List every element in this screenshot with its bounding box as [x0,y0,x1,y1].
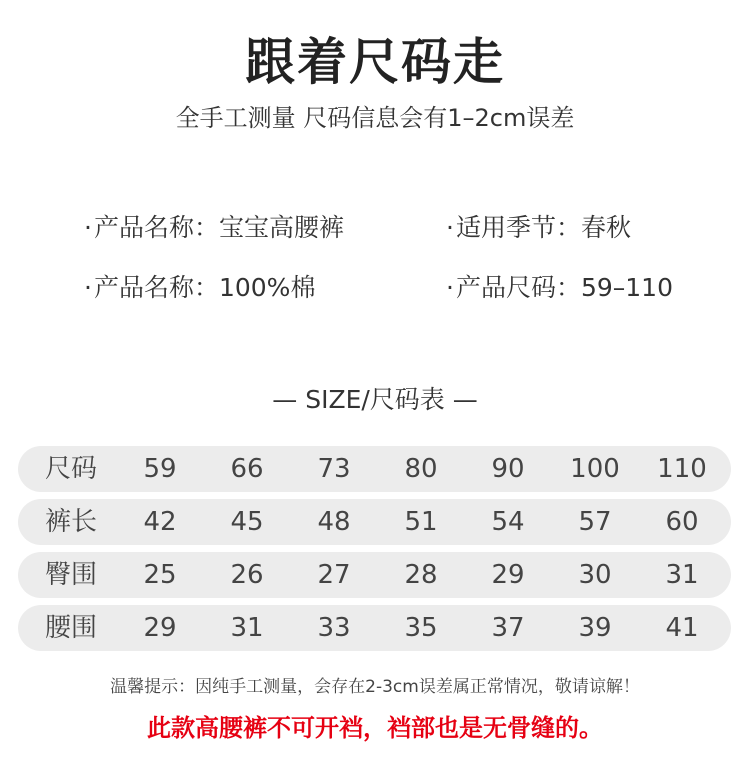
table-cell: 54 [491,507,525,537]
info-material [84,268,315,304]
row-label: 裤长 [45,507,98,537]
table-cell: 33 [317,613,351,643]
bullet-dot: · [84,213,92,242]
table-cell: 73 [317,454,351,484]
table-cell: 37 [491,613,525,643]
info-label: 产品尺码： [455,273,581,302]
table-cell: 60 [665,507,699,537]
table-cell: 30 [578,560,612,590]
table-cell: 27 [317,560,351,590]
table-row [18,605,731,651]
table-cell: 28 [404,560,438,590]
page-title: 跟着尺码走 [245,33,505,91]
table-cell: 59 [143,454,177,484]
table-cell: 45 [230,507,264,537]
info-label: 产品名称： [93,273,219,302]
table-cell: 41 [665,613,699,643]
info-label: 产品名称： [93,213,219,242]
info-season [446,208,631,244]
warning-text: 此款高腰裤不可开裆，裆部也是无骨缝的。 [147,714,603,742]
row-label: 臀围 [45,560,98,590]
table-cell: 66 [230,454,264,484]
row-label: 腰围 [45,613,98,643]
table-cell: 42 [143,507,177,537]
info-value: 100%棉 [218,273,316,302]
table-cell: 90 [491,454,525,484]
table-cell: 26 [230,560,264,590]
info-size-range [446,268,673,304]
info-value: 59–110 [580,273,673,302]
table-row [18,446,731,492]
info-value: 宝宝高腰裤 [218,213,344,242]
table-row [18,499,731,545]
table-cell: 100 [570,454,620,484]
measurement-note: 温馨提示：因纯手工测量，会存在2-3cm误差属正常情况，敬请谅解！ [110,677,640,697]
info-value: 春秋 [580,213,631,242]
table-cell: 39 [578,613,612,643]
table-row [18,552,731,598]
size-table [18,446,731,658]
info-product-name [84,208,344,244]
info-label: 适用季节： [455,213,581,242]
table-cell: 31 [230,613,264,643]
table-cell: 25 [143,560,177,590]
table-cell: 48 [317,507,351,537]
table-cell: 80 [404,454,438,484]
table-cell: 31 [665,560,699,590]
table-cell: 29 [143,613,177,643]
table-cell: 51 [404,507,438,537]
row-label: 尺码 [45,454,98,484]
size-table-header: — SIZE/尺码表 — [272,385,478,414]
table-cell: 29 [491,560,525,590]
bullet-dot: · [84,273,92,302]
bullet-dot: · [446,273,454,302]
table-cell: 110 [657,454,707,484]
table-cell: 35 [404,613,438,643]
table-cell: 57 [578,507,612,537]
page-subtitle: 全手工测量 尺码信息会有1–2cm误差 [175,104,575,132]
bullet-dot: · [446,213,454,242]
